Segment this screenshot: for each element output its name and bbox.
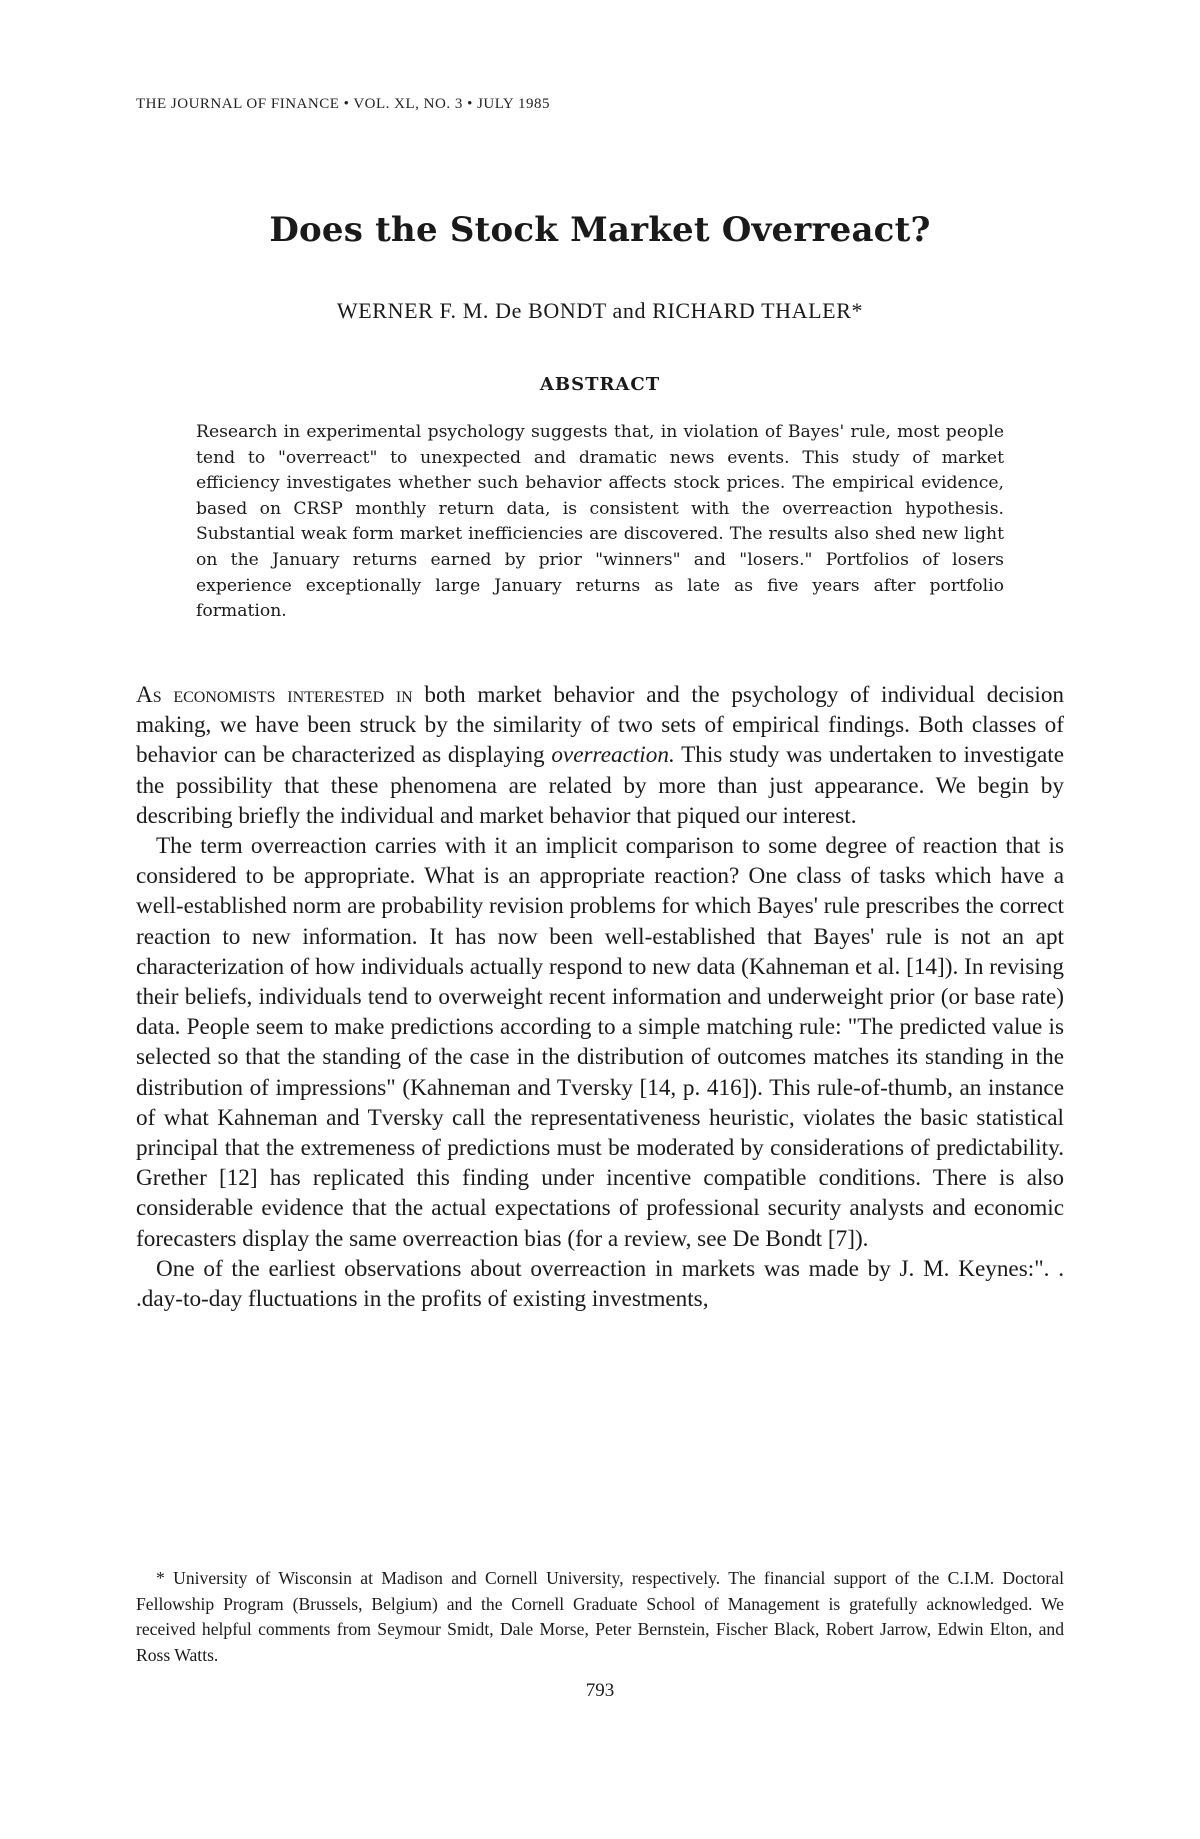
authors: WERNER F. M. De BONDT and RICHARD THALER*: [336, 298, 864, 323]
abstract-heading: ABSTRACT: [539, 374, 661, 395]
abstract-text: Research in experimental psychology suggests that, in violation of Bayes' rule, most people tend to "overreact" to unexpected and dramatic news events. This study of market efficiency investigates whether such behavior affects stock prices. The empirical evidence, based on CRSP monthly return data, is consistent with the overreaction hypothesis. Substantial weak form market inefficiencies are discovered. The results also shed new light on the January returns earned by prior "winners" and "losers." Portfolios of losers experience exceptionally large January returns as late as five years after portfolio formation.: [196, 422, 1004, 622]
page-number: 793: [585, 1680, 615, 1701]
paragraph-3: One of the earliest observations about overreaction in markets was made by J. M. Keynes:". . .day-to-day fluctuations in the profits of existing investments,: [136, 1255, 1064, 1313]
emphasis-overreaction: overreaction.: [551, 742, 675, 769]
running-head: THE JOURNAL OF FINANCE • VOL. XL, NO. 3 • JULY 1985: [136, 96, 550, 112]
footnote: * University of Wisconsin at Madison and Cornell University, respectively. The financial support of the C.I.M. Doctoral Fellowship Program (Brussels, Belgium) and the Cornell Graduate School of Management is gratefully acknowledged. We received helpful comments from Seymour Smidt, Dale Morse, Peter Bernstein, Fischer Black, Robert Jarrow, Edwin Elton, and Ross Watts.: [136, 1568, 1064, 1665]
paper-title: Does the Stock Market Overreact?: [269, 210, 931, 250]
lead-in-smallcaps: As economists interested in: [136, 682, 413, 708]
paragraph-1-part-a: both market behavior and the psychology of individual decision making, we have been struck by the similarity of two sets of empirical findings. Both classes of behavior can be characterized as displaying: [136, 682, 1065, 769]
paragraph-1-part-b: This study was undertaken to investigate the possibility that these phenomena are related by more than just appearance. We begin by describing briefly the individual and market behavior that piqued our interest.: [136, 742, 1065, 829]
body-text: [136, 680, 1064, 1314]
paragraph-2: The term overreaction carries with it an implicit comparison to some degree of reaction that is considered to be appropriate. What is an appropriate reaction? One class of tasks which have a well-established norm are probability revision problems for which Bayes' rule prescribes the correct reaction to new information. It has now been well-established that Bayes' rule is not an apt characterization of how individuals actually respond to new data (Kahneman et al. [14]). In revising their beliefs, individuals tend to overweight recent information and underweight prior (or base rate) data. People seem to make predictions according to a simple matching rule: "The predicted value is selected so that the standing of the case in the distribution of outcomes matches its standing in the distribution of impressions" (Kahneman and Tversky [14, p. 416]). This rule-of-thumb, an instance of what Kahneman and Tversky call the representativeness heuristic, violates the basic statistical principal that the extremeness of predictions must be moderated by considerations of predictability. Grether [12] has replicated this finding under incentive compatible conditions. There is also considerable evidence that the actual expectations of professional security analysts and economic forecasters display the same overreaction bias (for a review, see De Bondt [7]).: [136, 833, 1064, 1252]
paragraph-1: [136, 680, 1064, 831]
